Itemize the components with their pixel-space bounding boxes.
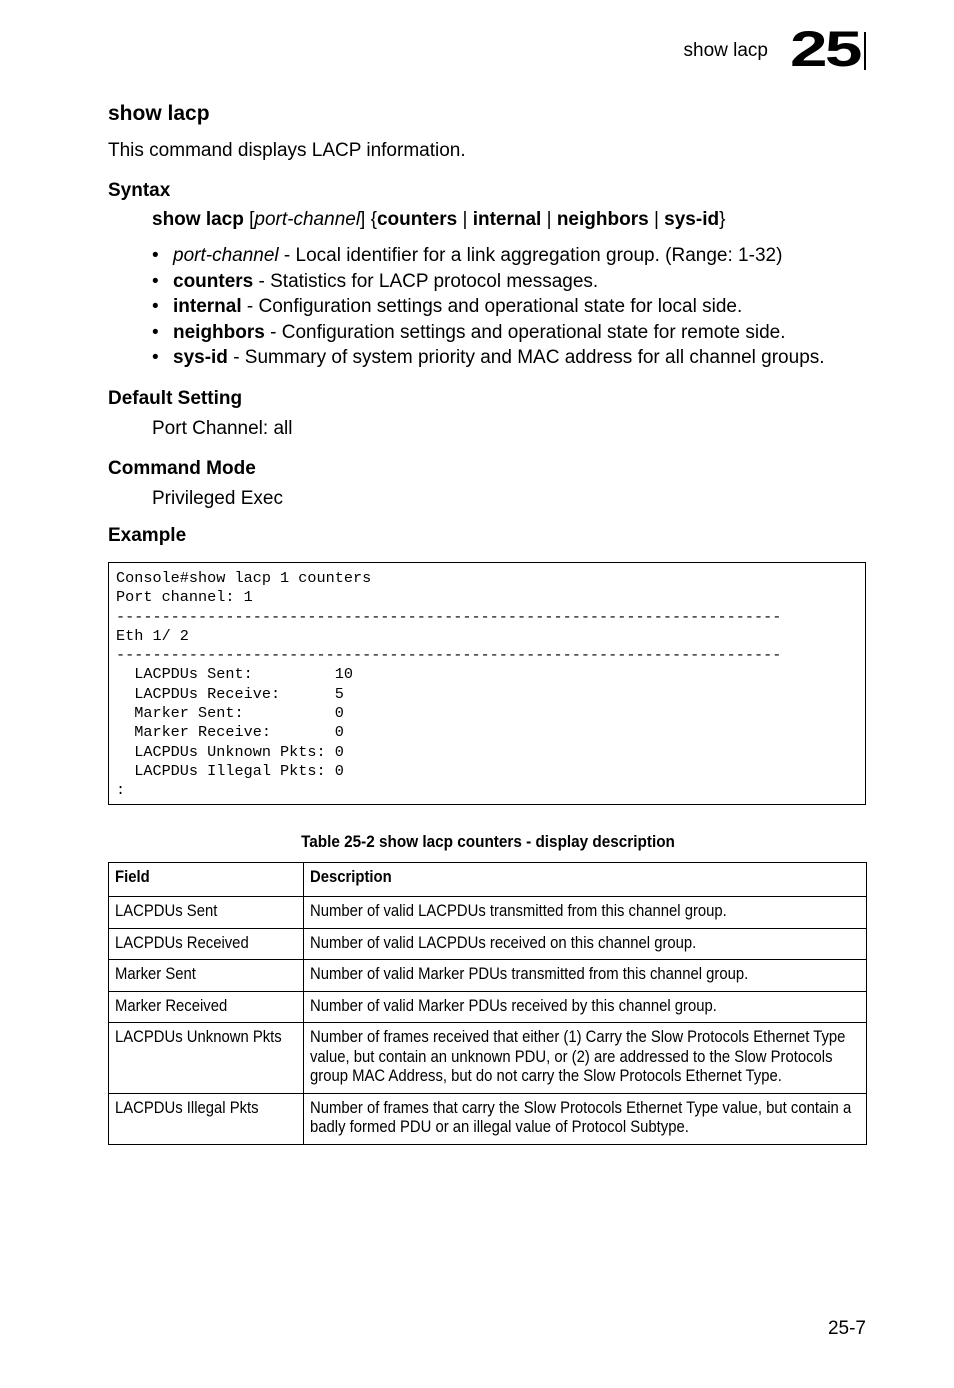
description-text: Number of valid Marker PDUs transmitted from this channel group. — [310, 965, 749, 983]
syntax-opt-counters: counters — [376, 209, 458, 230]
intro-text: This command displays LACP information. — [108, 140, 466, 161]
chapter-number: 25 — [790, 21, 860, 77]
field-text: Marker Sent — [115, 965, 196, 983]
syntax-opt-neighbors: neighbors — [556, 209, 649, 230]
list-item — [152, 347, 825, 373]
param-term: neighbors — [173, 321, 265, 343]
syntax-open-bracket: [ — [243, 209, 255, 230]
syntax-arg: port-channel — [254, 209, 361, 230]
syntax-opt-internal: internal — [472, 209, 542, 230]
bullet-icon: • — [152, 245, 159, 266]
table-row — [109, 1023, 867, 1094]
description-table — [108, 862, 867, 1145]
syntax-line — [152, 209, 725, 231]
description-text: Number of frames received that either (1) Carry the Slow Protocols Ethernet Type value, but contain an unknown PDU, or (2) are addressed to the Slow Protocols group MAC Address, but do not carry the Slow Protocols Ethernet Type. — [310, 1028, 846, 1085]
syntax-sep: | — [457, 209, 473, 230]
param-desc: - Configuration settings and operational state for remote side. — [264, 321, 786, 343]
param-term: internal — [173, 296, 242, 317]
list-item — [152, 322, 825, 348]
bullet-icon: • — [152, 296, 159, 317]
page-number: 25-7 — [827, 1318, 866, 1339]
table-header-row — [109, 863, 867, 897]
example-code: Console#show lacp 1 counters Port channel: 1 ------------------------------------------------------------------------- Eth 1/ 2 ------------------------------------------------------------------------- LACPDUs Sent: 10 LACPDUs Receive: 5 Marker Sent: 0 Marker Receive: 0 LACPDUs Unknown Pkts: 0 LACPDUs Illegal Pkts: 0 : — [116, 569, 782, 800]
field-cell — [109, 1023, 304, 1094]
bullet-icon: • — [152, 321, 159, 343]
field-text: LACPDUs Unknown Pkts — [115, 1028, 282, 1046]
description-cell — [304, 1093, 867, 1144]
page-title: show lacp — [108, 102, 210, 125]
table-row — [109, 897, 867, 929]
param-desc: - Summary of system priority and MAC address for all channel groups. — [227, 347, 825, 368]
column-header-field — [109, 863, 304, 897]
table-caption: Table 25-2 show lacp counters - display description — [301, 832, 675, 851]
parameter-list — [152, 245, 825, 373]
syntax-cmd: show lacp — [152, 209, 244, 230]
example-code-box — [108, 562, 866, 805]
bullet-icon: • — [152, 347, 159, 368]
syntax-close-bracket: ] { — [360, 209, 377, 230]
table-row — [109, 928, 867, 960]
description-cell — [304, 1023, 867, 1094]
field-text: LACPDUs Sent — [115, 902, 218, 920]
description-cell — [304, 960, 867, 992]
column-header-description — [304, 863, 867, 897]
syntax-close-brace: } — [719, 209, 726, 230]
column-header-label: Description — [310, 868, 392, 886]
field-cell — [109, 897, 304, 929]
description-text: Number of valid LACPDUs transmitted from this channel group. — [310, 902, 727, 920]
param-desc: - Statistics for LACP protocol messages. — [253, 270, 599, 292]
table-row — [109, 1093, 867, 1144]
syntax-opt-sys-id: sys-id — [664, 209, 720, 230]
list-item — [152, 296, 825, 322]
param-desc: - Local identifier for a link aggregation group. (Range: 1-32) — [278, 245, 783, 266]
chapter-rule — [864, 32, 866, 70]
command-mode-heading: Command Mode — [108, 458, 256, 479]
bullet-icon: • — [152, 270, 159, 292]
description-cell — [304, 928, 867, 960]
column-header-label: Field — [115, 868, 150, 886]
field-text: LACPDUs Received — [115, 933, 249, 952]
field-cell — [109, 991, 304, 1023]
field-cell — [109, 1093, 304, 1144]
field-cell — [109, 960, 304, 992]
syntax-sep: | — [541, 209, 557, 230]
default-setting-heading: Default Setting — [108, 388, 243, 409]
description-text: Number of valid Marker PDUs received by this channel group. — [310, 996, 717, 1015]
description-text: Number of frames that carry the Slow Protocols Ethernet Type value, but contain a badly formed PDU or an illegal value of Protocol Subtype. — [310, 1098, 852, 1136]
example-heading: Example — [108, 525, 187, 546]
default-setting-value: Port Channel: all — [152, 418, 293, 439]
list-item — [152, 271, 825, 297]
description-cell — [304, 991, 867, 1023]
table-row — [109, 960, 867, 992]
field-text: LACPDUs Illegal Pkts — [115, 1098, 259, 1117]
field-text: Marker Received — [115, 996, 228, 1015]
syntax-sep: | — [648, 209, 665, 230]
description-cell — [304, 897, 867, 929]
table-row — [109, 991, 867, 1023]
syntax-heading: Syntax — [108, 180, 171, 201]
command-mode-value: Privileged Exec — [152, 488, 283, 509]
running-header-title: show lacp — [683, 40, 768, 61]
description-text: Number of valid LACPDUs received on this channel group. — [310, 933, 697, 952]
field-cell — [109, 928, 304, 960]
param-term: counters — [173, 270, 254, 292]
param-term: sys-id — [173, 347, 228, 368]
list-item — [152, 245, 825, 271]
param-term: port-channel — [173, 245, 279, 266]
param-desc: - Configuration settings and operational state for local side. — [241, 296, 743, 317]
